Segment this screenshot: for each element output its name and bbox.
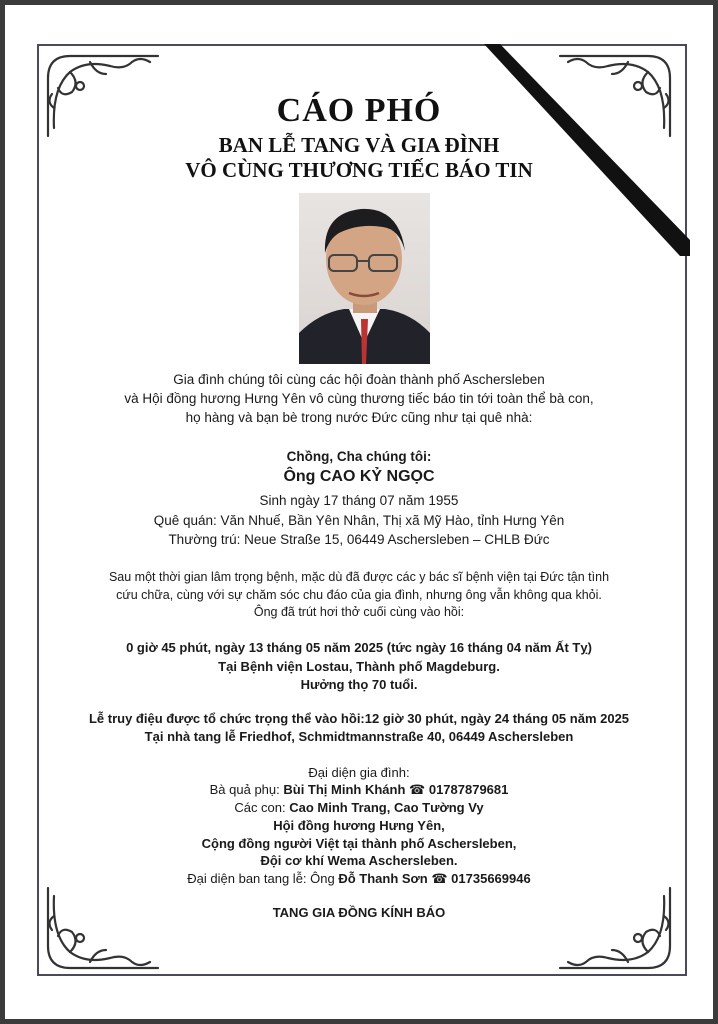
- committee-line: [0, 871, 718, 887]
- subtitle-line-1: BAN LỄ TANG VÀ GIA ĐÌNH: [218, 133, 500, 157]
- hometown: Quê quán: Văn Nhuế, Bần Yên Nhân, Thị xã Mỹ Hào, tỉnh Hưng Yên: [153, 513, 565, 528]
- deceased-name: Ông CAO KỶ NGỌC: [283, 468, 435, 485]
- intro-line-3: họ hàng và bạn bè trong nước Đức cũng như tại quê nhà:: [185, 410, 533, 425]
- birth-date: Sinh ngày 17 tháng 07 năm 1955: [259, 493, 459, 508]
- children-label: Các con:: [234, 800, 290, 815]
- org-line-2: Cộng đồng người Việt tại thành phố Aschersleben,: [201, 836, 517, 851]
- committee-phone: ☎ 01735669946: [431, 871, 531, 886]
- org-line-1: Hội đồng hương Hưng Yên,: [273, 818, 445, 833]
- residence: Thường trú: Neue Straße 15, 06449 Aschersleben – CHLB Đức: [168, 532, 550, 547]
- subtitle-line-2: VÔ CÙNG THƯƠNG TIẾC BÁO TIN: [185, 158, 533, 182]
- portrait-photo: [299, 193, 430, 364]
- illness-line-2: cứu chữa, cùng với sự chăm sóc chu đáo của gia đình, nhưng ông vẫn không qua khỏi.: [116, 588, 602, 602]
- widow-name: Bùi Thị Minh Khánh: [283, 782, 406, 797]
- committee-name: Đỗ Thanh Sơn: [338, 871, 428, 886]
- widow-label: Bà quả phụ:: [209, 782, 284, 797]
- intro-line-1: Gia đình chúng tôi cùng các hội đoàn thành phố Aschersleben: [173, 372, 545, 387]
- org-line-3: Đội cơ khí Wema Aschersleben.: [260, 853, 458, 868]
- illness-line-3: Ông đã trút hơi thở cuối cùng vào hồi:: [253, 605, 465, 619]
- page-title: CÁO PHÓ: [276, 92, 442, 129]
- closing-line: TANG GIA ĐỒNG KÍNH BÁO: [272, 905, 446, 920]
- corner-ornament-bottom-right: [558, 886, 678, 976]
- relation-label: Chồng, Cha chúng tôi:: [286, 449, 432, 464]
- corner-ornament-bottom-left: [40, 886, 160, 976]
- family-heading: Đại diện gia đình:: [308, 765, 410, 780]
- memorial-time: Lễ truy điệu được tổ chức trọng thể vào hồi:12 giờ 30 phút, ngày 24 tháng 05 năm 2025: [88, 711, 630, 726]
- illness-line-1: Sau một thời gian lâm trọng bệnh, mặc dù đã được các y bác sĩ bệnh viện tại Đức tận tình: [108, 570, 610, 584]
- children-line: [0, 800, 718, 815]
- intro-line-2: và Hội đồng hương Hưng Yên vô cùng thương tiếc báo tin tới toàn thể bà con,: [124, 391, 594, 406]
- death-place: Tại Bệnh viện Lostau, Thành phố Magdeburg.: [218, 659, 500, 674]
- death-time: 0 giờ 45 phút, ngày 13 tháng 05 năm 2025 (tức ngày 16 tháng 04 năm Ất Tỵ): [126, 640, 592, 655]
- age: Hưởng thọ 70 tuổi.: [300, 677, 418, 692]
- widow-line: [0, 782, 718, 798]
- committee-label: Đại diện ban tang lễ: Ông: [187, 871, 339, 886]
- widow-phone: ☎ 01787879681: [409, 782, 509, 797]
- memorial-place: Tại nhà tang lễ Friedhof, Schmidtmannstraße 40, 06449 Aschersleben: [144, 729, 574, 744]
- children-names: Cao Minh Trang, Cao Tường Vy: [289, 800, 484, 815]
